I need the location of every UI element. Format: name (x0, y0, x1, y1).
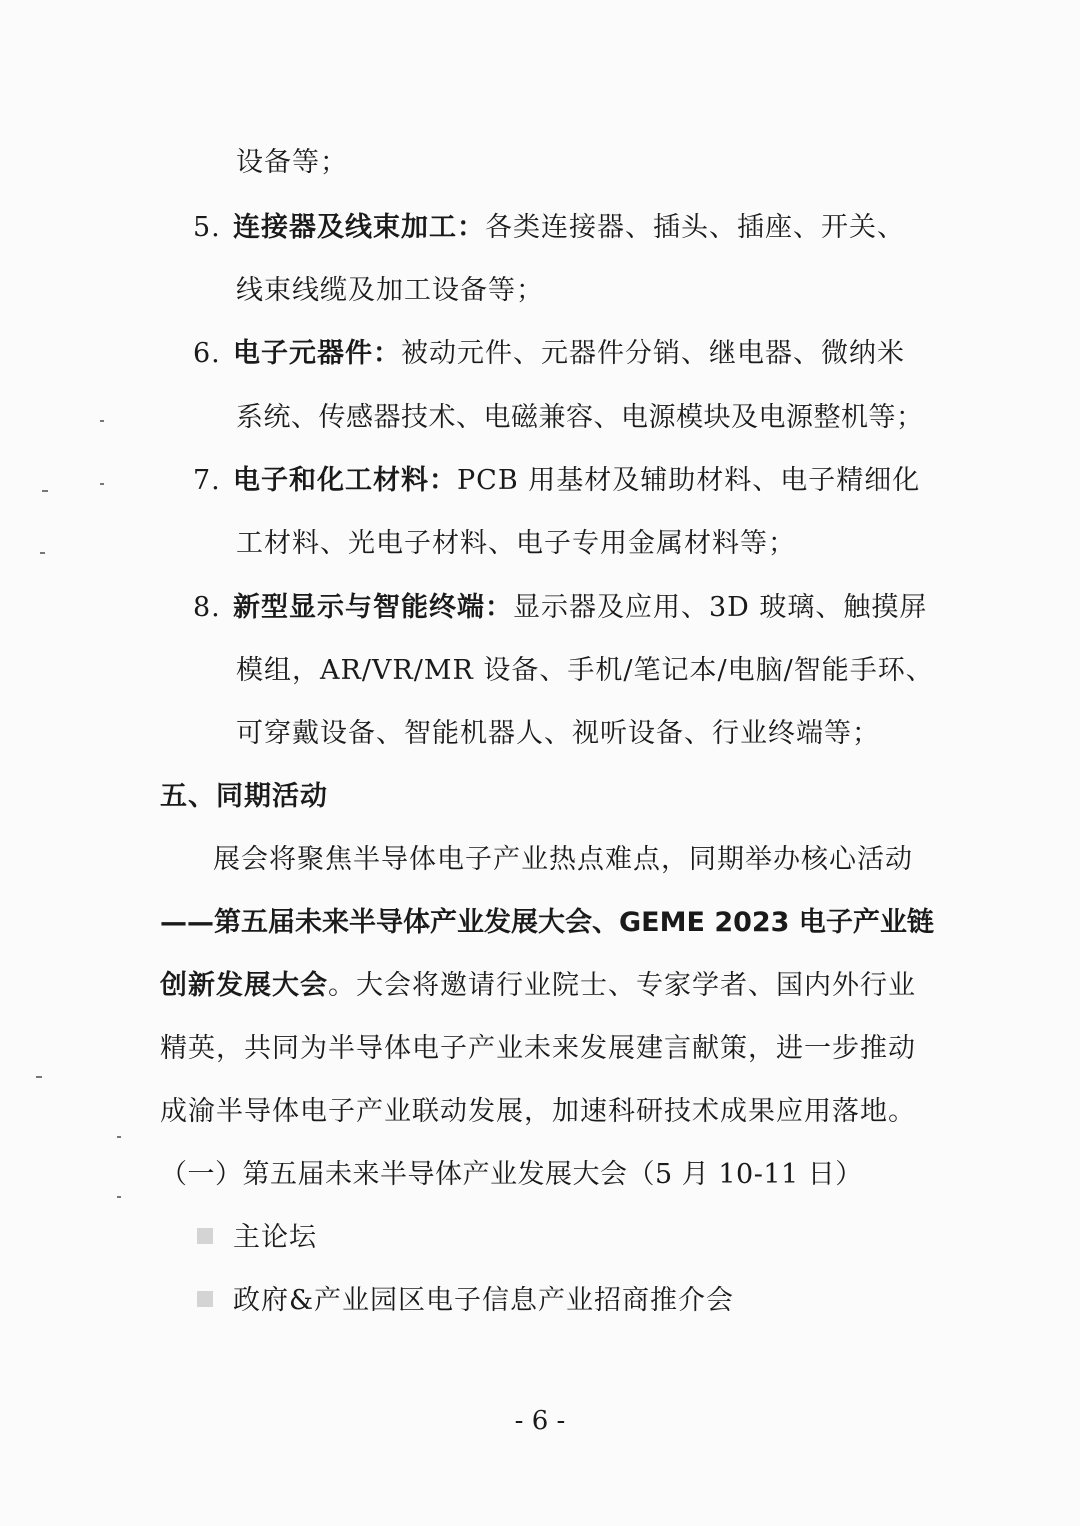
event-name: 创新发展大会 (160, 970, 328, 1001)
text-line: 系统、传感器技术、电磁兼容、电源模块及电源整机等； (236, 402, 924, 433)
paragraph-line: 成渝半导体电子产业联动发展，加速科研技术成果应用落地。 (160, 1096, 916, 1127)
scan-speck (100, 483, 104, 485)
item-text: 各类连接器、插头、插座、开关、 (485, 212, 905, 243)
item-text: PCB 用基材及辅助材料、电子精细化 (457, 465, 921, 496)
text-line: 可穿戴设备、智能机器人、视听设备、行业终端等； (236, 718, 880, 749)
item-number: 8. (193, 592, 221, 623)
list-item-5 (193, 208, 905, 248)
scan-speck (117, 1136, 121, 1138)
item-text: 显示器及应用、3D 玻璃、触摸屏 (513, 592, 928, 623)
bullet-item (197, 1281, 734, 1321)
scan-speck (36, 1076, 42, 1078)
section-heading: 五、同期活动 (160, 781, 328, 812)
paragraph-line (160, 966, 916, 1006)
paragraph-line-bold: ——第五届未来半导体产业发展大会、GEME 2023 电子产业链 (160, 907, 934, 938)
item-text: 被动元件、元器件分销、继电器、微纳米 (401, 338, 905, 369)
item-number: 7. (193, 465, 221, 496)
paragraph-line: 展会将聚焦半导体电子产业热点难点，同期举办核心活动 (213, 844, 913, 875)
scan-speck (117, 1196, 121, 1198)
list-item-6 (193, 334, 905, 374)
item-title: 连接器及线束加工： (233, 212, 485, 243)
list-item-8 (193, 588, 927, 628)
bullet-text: 政府&产业园区电子信息产业招商推介会 (233, 1285, 735, 1316)
text-line: 模组，AR/VR/MR 设备、手机/笔记本/电脑/智能手环、 (236, 655, 934, 686)
list-item-7 (193, 461, 920, 501)
item-title: 电子和化工材料： (233, 465, 457, 496)
item-number: 5. (193, 212, 221, 243)
page-number: - 6 - (514, 1406, 566, 1436)
text-line: 设备等； (236, 147, 348, 178)
subsection-heading: （一）第五届未来半导体产业发展大会（5 月 10-11 日） (160, 1159, 863, 1190)
item-title: 电子元器件： (233, 338, 401, 369)
scan-speck (42, 490, 48, 492)
bullet-text: 主论坛 (233, 1222, 317, 1253)
text-line: 工材料、光电子材料、电子专用金属材料等； (236, 528, 796, 559)
text-line: 线束线缆及加工设备等； (236, 275, 544, 306)
bullet-item (197, 1218, 317, 1258)
item-title: 新型显示与智能终端： (233, 592, 513, 623)
paragraph-line: 精英，共同为半导体电子产业未来发展建言献策，进一步推动 (160, 1033, 916, 1064)
item-number: 6. (193, 338, 221, 369)
scan-speck (40, 552, 45, 554)
paragraph-text: 。大会将邀请行业院士、专家学者、国内外行业 (328, 970, 916, 1001)
square-bullet-icon (197, 1228, 213, 1244)
scan-speck (100, 420, 104, 422)
square-bullet-icon (197, 1291, 213, 1307)
